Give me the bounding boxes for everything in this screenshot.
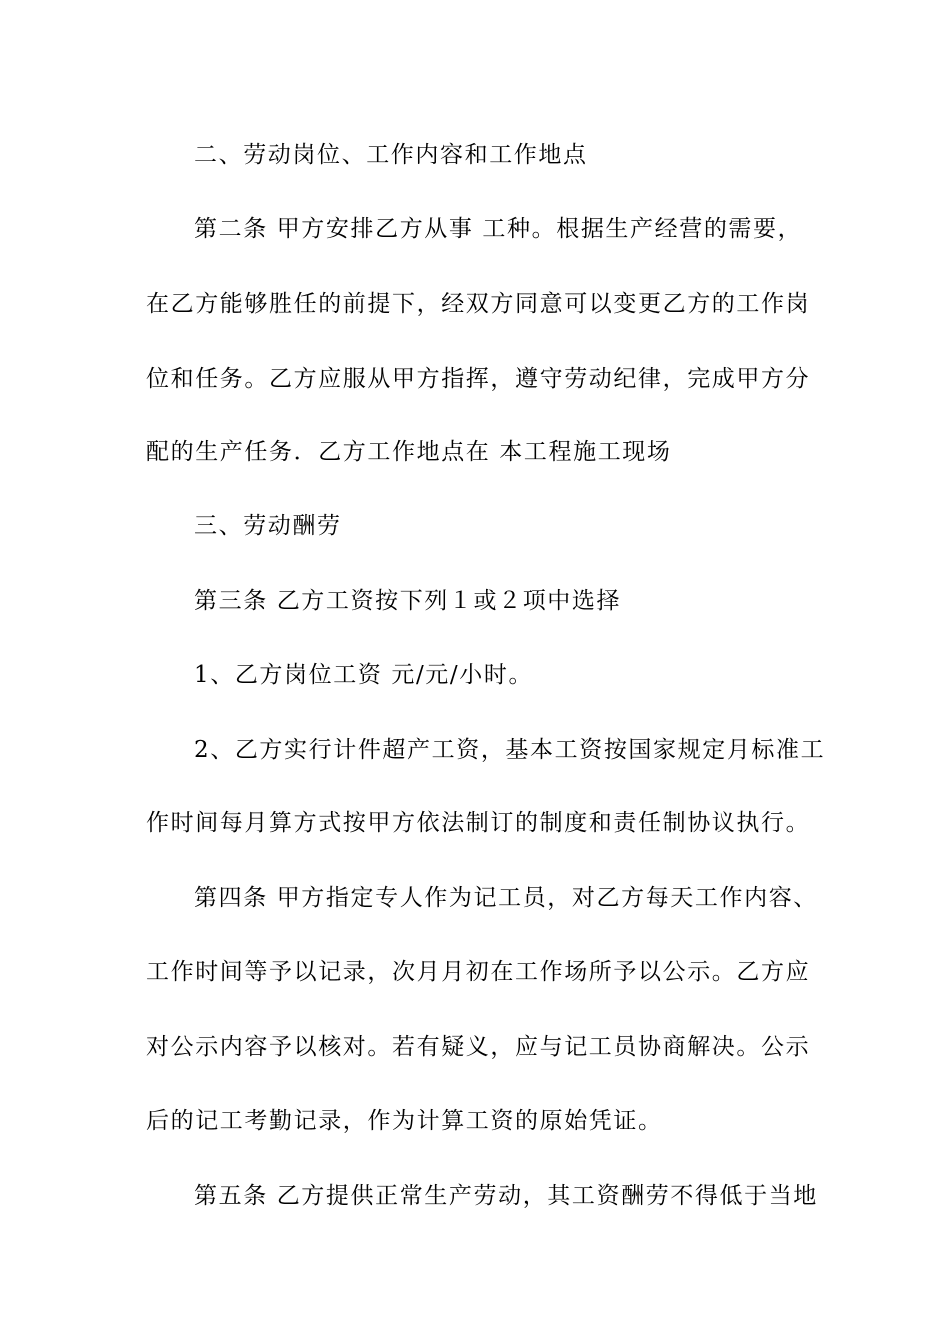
article-3-line-1: 第三条 乙方工资按下列１或２项中选择	[194, 588, 622, 614]
article-2-line-1: 第二条 甲方安排乙方从事 工种。根据生产经营的需要，	[194, 216, 803, 242]
section-heading-labor-post: 二、劳动岗位、工作内容和工作地点	[194, 142, 588, 168]
wage-option-2-line-1: 2、乙方实行计件超产工资，基本工资按国家规定月标准工	[194, 737, 826, 763]
article-4-line-4: 后的记工考勤记录，作为计算工资的原始凭证。	[146, 1108, 663, 1134]
section-heading-remuneration: 三、劳动酬劳	[194, 513, 342, 539]
article-4-line-1: 第四条 甲方指定专人作为记工员，对乙方每天工作内容、	[194, 885, 818, 911]
article-2-line-2: 在乙方能够胜任的前提下，经双方同意可以变更乙方的工作岗	[146, 291, 811, 317]
article-4-line-2: 工作时间等予以记录，次月月初在工作场所予以公示。乙方应	[146, 959, 811, 985]
article-2-line-3: 位和任务。乙方应服从甲方指挥，遵守劳动纪律，完成甲方分	[146, 366, 811, 392]
article-4-line-3: 对公示内容予以核对。若有疑义，应与记工员协商解决。公示	[146, 1034, 811, 1060]
wage-option-2-line-2: 作时间每月算方式按甲方依法制订的制度和责任制协议执行。	[146, 810, 811, 836]
wage-option-1: 1、乙方岗位工资 元/元/小时。	[194, 662, 534, 688]
article-5-line-1: 第五条 乙方提供正常生产劳动，其工资酬劳不得低于当地	[194, 1183, 818, 1209]
article-2-line-4: 配的生产任务．乙方工作地点在 本工程施工现场	[146, 439, 672, 465]
